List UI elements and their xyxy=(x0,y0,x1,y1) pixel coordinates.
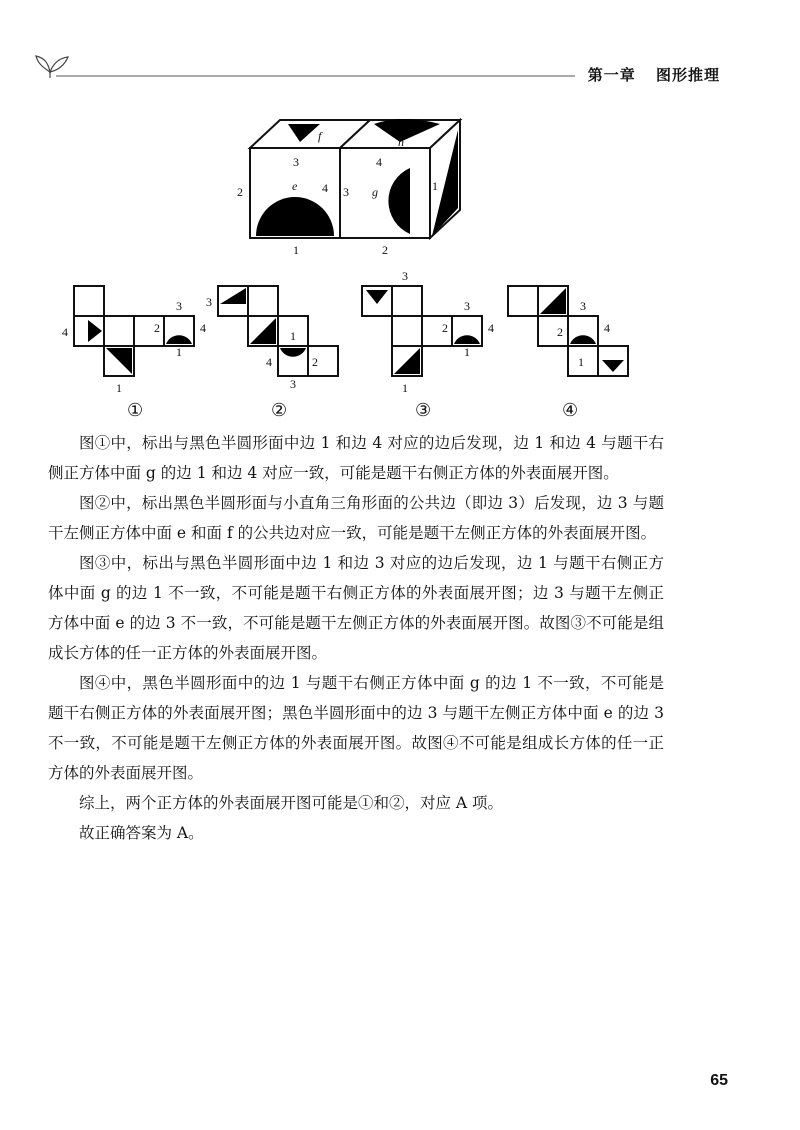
section-name: 图形推理 xyxy=(655,66,720,84)
net-3-edge: 3 xyxy=(464,299,470,313)
left-left-edge: 2 xyxy=(237,185,243,199)
right-top-edge: 4 xyxy=(376,155,382,169)
net-4-edge: 2 xyxy=(557,325,563,339)
paragraph: 图②中，标出黑色半圆形面与小直角三角形面的公共边（即边 3）后发现，边 3 与题干左侧正方体中面 e 和面 f 的公共边对应一致，可能是题干左侧正方体的外表面展开图。 xyxy=(48,494,664,542)
chapter-number: 第一章 xyxy=(587,66,636,84)
label-h: h xyxy=(398,135,404,149)
net-label: ③ xyxy=(415,400,432,421)
figure-area xyxy=(0,110,800,430)
cube-figure xyxy=(0,110,800,430)
net-2-edge: 1 xyxy=(290,329,296,343)
net-1-edge: 1 xyxy=(176,345,182,359)
paragraph: 图④中，黑色半圆形面中的边 1 与题干右侧正方体中面 g 的边 1 不一致，不可能是题干右侧正方体的外表面展开图；黑色半圆形面中的边 3 与题干左侧正方体中面 e 的边 3 不一致，不可能是题干左侧正方体的外表面展开图。故图④不可能是组成长方体的任一正方体的外表面展开图。 xyxy=(48,674,664,782)
net-label: ④ xyxy=(562,400,579,421)
paragraph: 图①中，标出与黑色半圆形面中边 1 和边 4 对应的边后发现，边 1 和边 4 与题干右侧正方体中面 g 的边 1 和边 4 对应一致，可能是题干右侧正方体的外表面展开图。 xyxy=(48,434,664,482)
net-3-edge: 1 xyxy=(464,345,470,359)
net-3-edge: 3 xyxy=(402,269,408,283)
sprout-icon xyxy=(36,56,68,78)
label-e: e xyxy=(292,179,298,193)
net-label: ② xyxy=(271,400,288,421)
net-3-edge: 2 xyxy=(442,321,448,335)
right-right-edge: 1 xyxy=(432,179,438,193)
page-number: 65 xyxy=(710,1072,728,1089)
paragraph: 故正确答案为 A。 xyxy=(79,824,204,842)
label-f: f xyxy=(318,129,322,143)
cuboid-diagram xyxy=(250,119,460,238)
explanation-text xyxy=(48,428,664,848)
net-3-edge: 4 xyxy=(488,321,494,335)
net-2-edge: 2 xyxy=(312,355,318,369)
net-2-edge: 3 xyxy=(290,377,296,391)
net-4-edge: 3 xyxy=(580,299,586,313)
paragraph: 综上，两个正方体的外表面展开图可能是①和②，对应 A 项。 xyxy=(79,794,504,812)
net-1-edge: 1 xyxy=(116,381,122,395)
net-1-edge: 2 xyxy=(154,321,160,335)
net-4 xyxy=(508,286,628,376)
net-2-edge: 4 xyxy=(266,355,272,369)
left-top-edge: 3 xyxy=(293,155,299,169)
left-right-edge: 4 xyxy=(322,181,328,195)
paragraph: 图③中，标出与黑色半圆形面中边 1 和边 3 对应的边后发现，边 1 与题干右侧正方体中面 g 的边 1 不一致，不可能是题干右侧正方体的外表面展开图；边 3 与题干左侧正方体中面 e 的边 3 不一致，不可能是题干左侧正方体的外表面展开图。故图③不可能是组成长方体的任一正方体的外表面展开图。 xyxy=(48,554,664,662)
net-4-edge: 4 xyxy=(604,321,610,335)
page-header xyxy=(0,0,800,90)
chapter-title xyxy=(574,64,720,85)
right-bottom-edge: 2 xyxy=(382,243,388,257)
net-1-edge: 3 xyxy=(176,299,182,313)
net-2 xyxy=(218,286,338,376)
net-labels xyxy=(0,400,800,430)
net-3-edge: 1 xyxy=(402,381,408,395)
net-4-edge: 1 xyxy=(578,355,584,369)
label-g: g xyxy=(372,185,378,199)
left-bottom-edge: 1 xyxy=(293,243,299,257)
net-1-edge: 4 xyxy=(62,325,68,339)
net-1-edge: 4 xyxy=(200,321,206,335)
net-2-edge: 3 xyxy=(206,295,212,309)
net-label: ① xyxy=(127,400,144,421)
mid-edge: 3 xyxy=(343,185,349,199)
